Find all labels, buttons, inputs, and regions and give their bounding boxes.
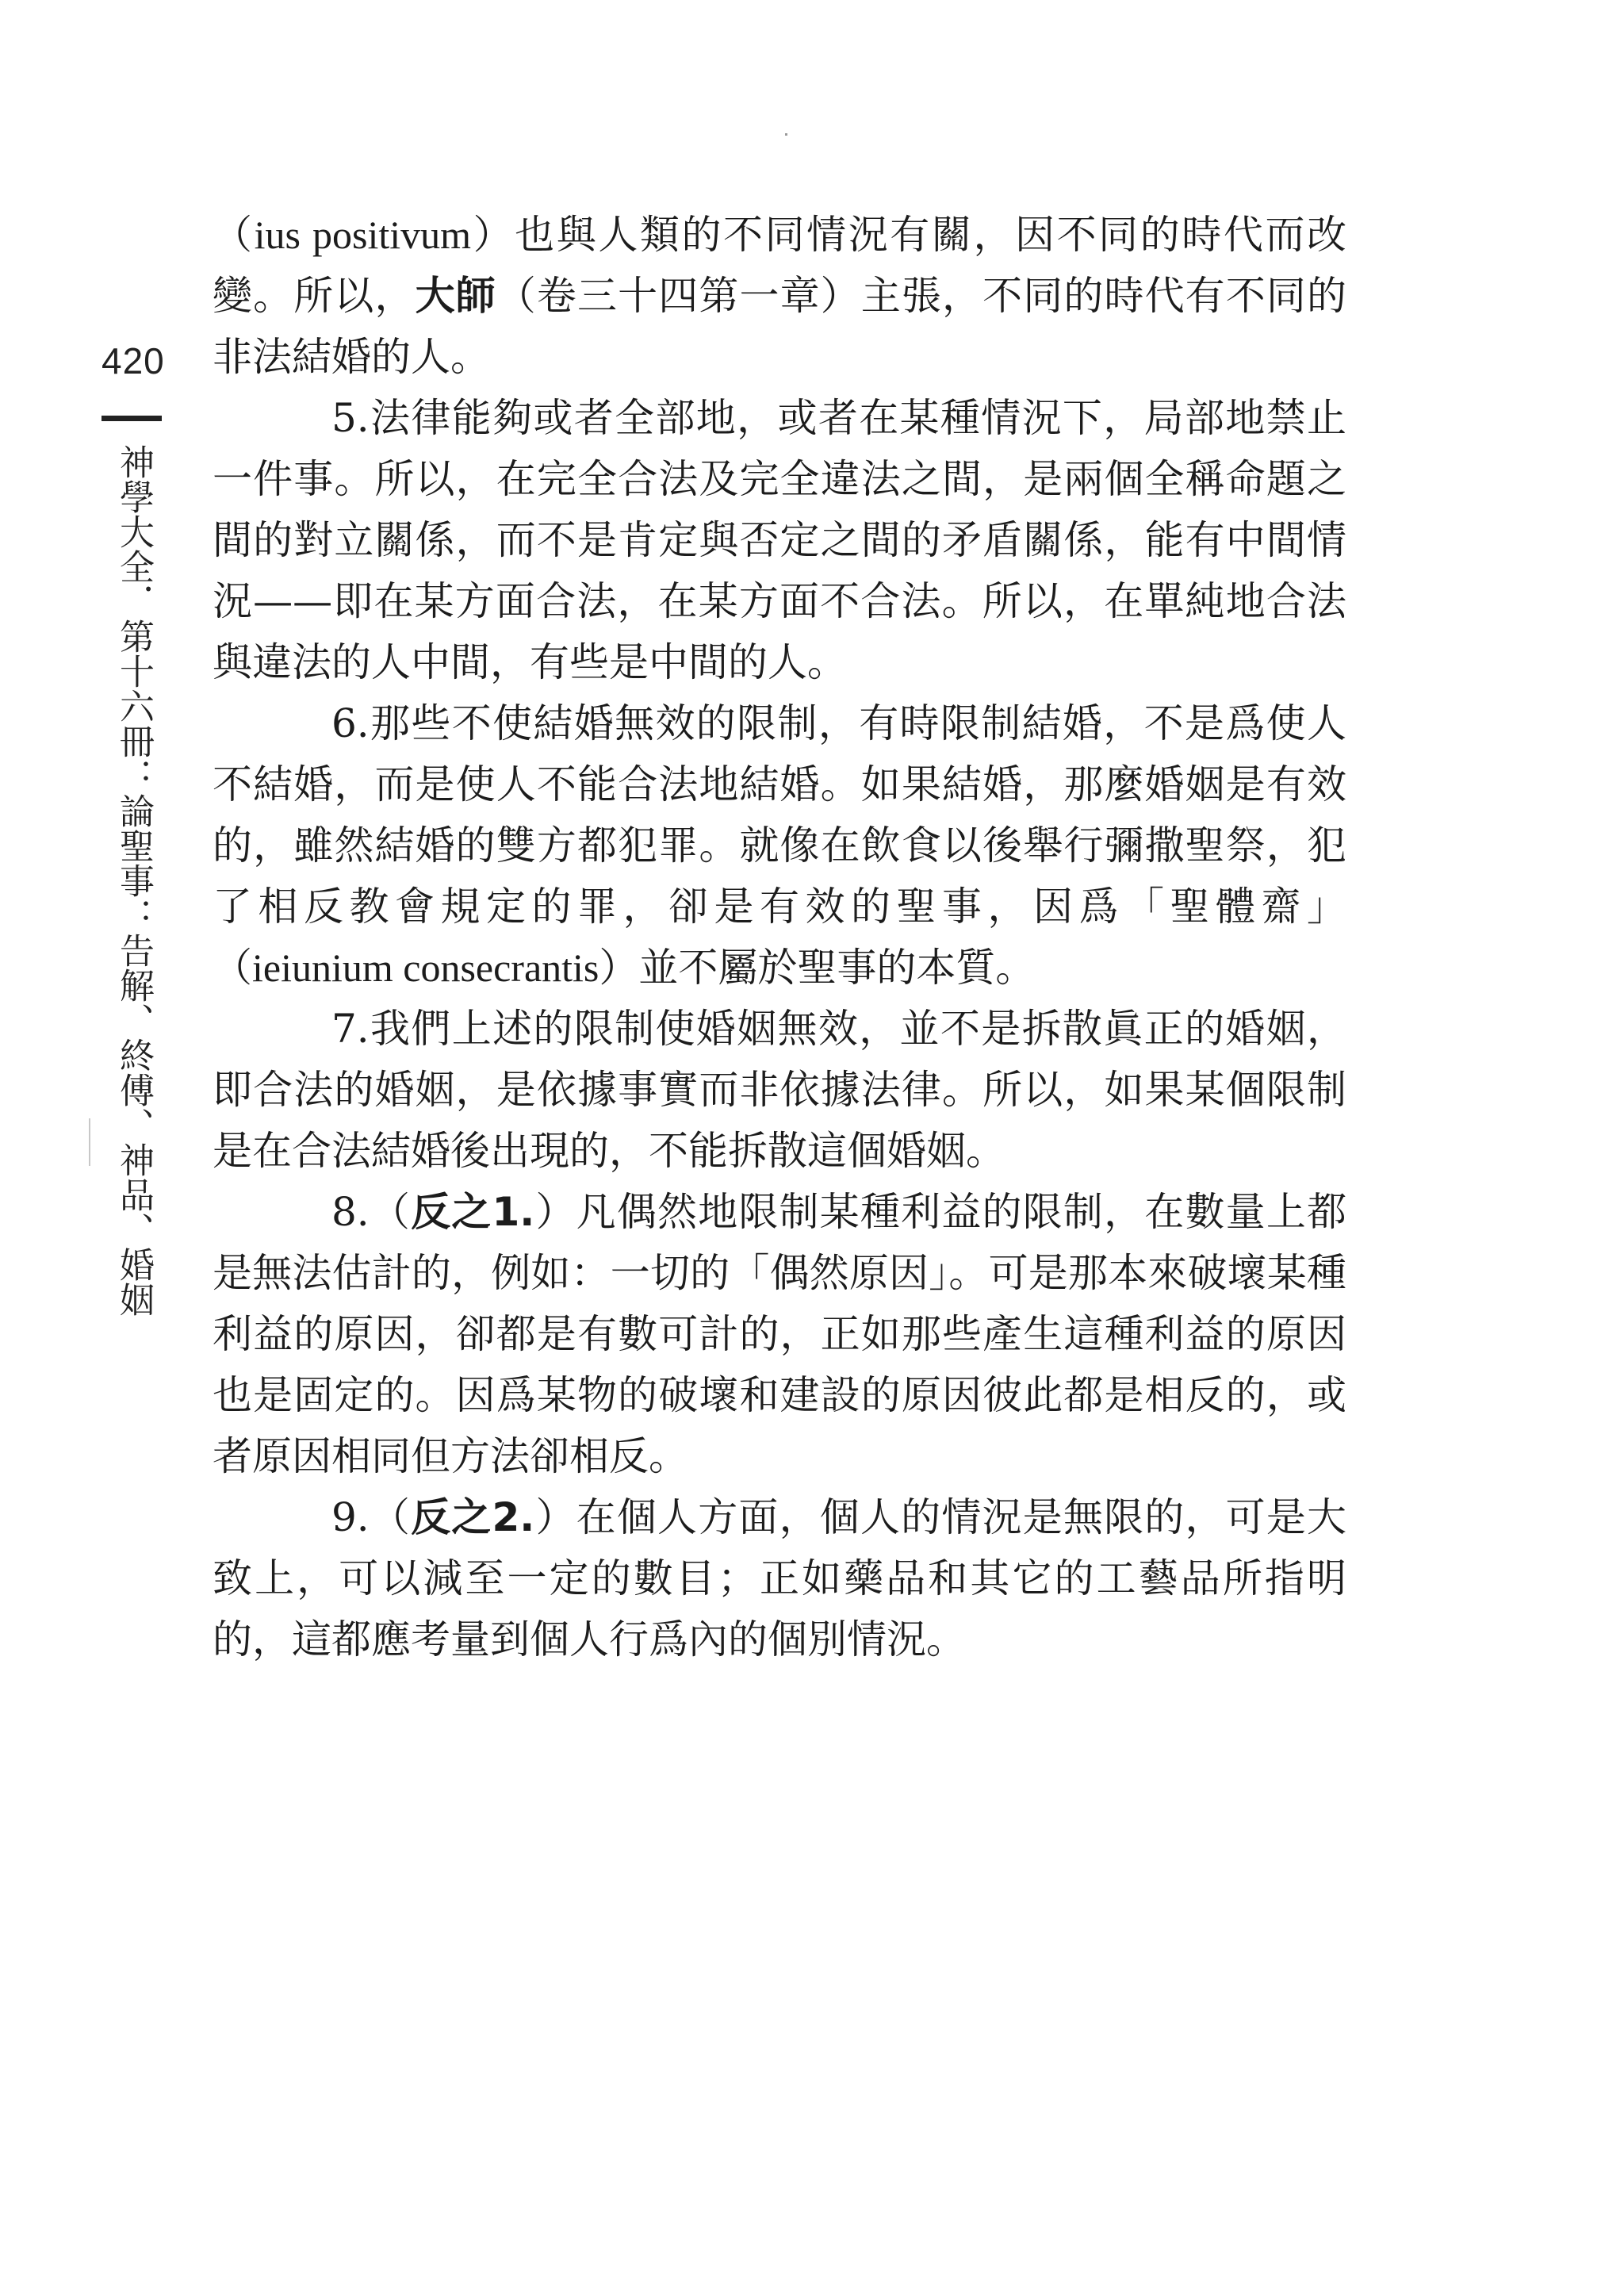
latin-term: ius positivum	[254, 213, 472, 257]
bold-term: 反之2.	[411, 1494, 535, 1540]
running-title: 神學大全．第十六冊：論聖事：告解、終傅、神品、婚姻	[113, 444, 154, 1317]
text-segment: ）在個人方面，個人的情況是無限的，可是大致上，可以減至一定的數目；正如藥品和其它的工藝品所指明的，這都應考量到個人行爲內的個別情況。	[213, 1494, 1347, 1662]
bold-term: 大師	[415, 273, 496, 319]
text-segment: （	[213, 945, 252, 991]
page-number: 420	[102, 340, 165, 382]
text-segment: 7.我們上述的限制使婚姻無效，並不是拆散眞正的婚姻，即合法的婚姻，是依據事實而非依據法律。所以，如果某個限制是在合法結婚後出現的，不能拆散這個婚姻。	[213, 1006, 1346, 1174]
paragraph-9	[213, 1487, 1346, 1670]
scan-speck	[785, 133, 787, 136]
text-segment: 9.（	[331, 1494, 412, 1540]
paragraph-5	[213, 388, 1346, 693]
paragraph-6	[213, 693, 1346, 999]
body-text	[213, 205, 1346, 1670]
bold-term: 反之1.	[411, 1189, 535, 1235]
text-segment: ）並不屬於聖事的本質。	[599, 945, 1036, 991]
text-segment: 5.法律能夠或者全部地，或者在某種情況下，局部地禁止一件事。所以，在完全合法及完全違法之間，是兩個全稱命題之間的對立關係，而不是肯定與否定之間的矛盾關係，能有中間情況——即在某方面合法，在某方面不合法。所以，在單純地合法與違法的人中間，有些是中間的人。	[213, 395, 1346, 685]
text-segment: 8.（	[331, 1189, 412, 1235]
margin-rule	[102, 416, 162, 421]
text-segment: （	[213, 212, 255, 258]
text-segment: ）凡偶然地限制某種利益的限制，在數量上都是無法估計的，例如：一切的「偶然原因」。可是那本來破壞某種利益的原因，卻都是有數可計的，正如那些產生這種利益的原因也是固定的。因爲某物的破壞和建設的原因彼此都是相反的，或者原因相同但方法卻相反。	[213, 1189, 1347, 1479]
text-segment: ）也與人類的不同情況有關，因不同的時代而改變。所以，	[213, 212, 1347, 319]
text-segment: 6.那些不使結婚無效的限制，有時限制結婚，不是爲使人不結婚，而是使人不能合法地結婚。如果結婚，那麼婚姻是有效的，雖然結婚的雙方都犯罪。就像在飲食以後舉行彌撒聖祭，犯了相反教會規定的罪，卻是有效的聖事，因爲「聖體齋」	[213, 700, 1346, 930]
scan-speck	[89, 1118, 90, 1166]
paragraph-7	[213, 999, 1346, 1182]
paragraph-continued	[213, 205, 1346, 388]
text-segment: （卷三十四第一章）主張，不同的時代有不同的非法結婚的人。	[213, 273, 1347, 380]
paragraph-8	[213, 1182, 1346, 1487]
latin-term: ieiunium consecrantis	[252, 945, 599, 990]
